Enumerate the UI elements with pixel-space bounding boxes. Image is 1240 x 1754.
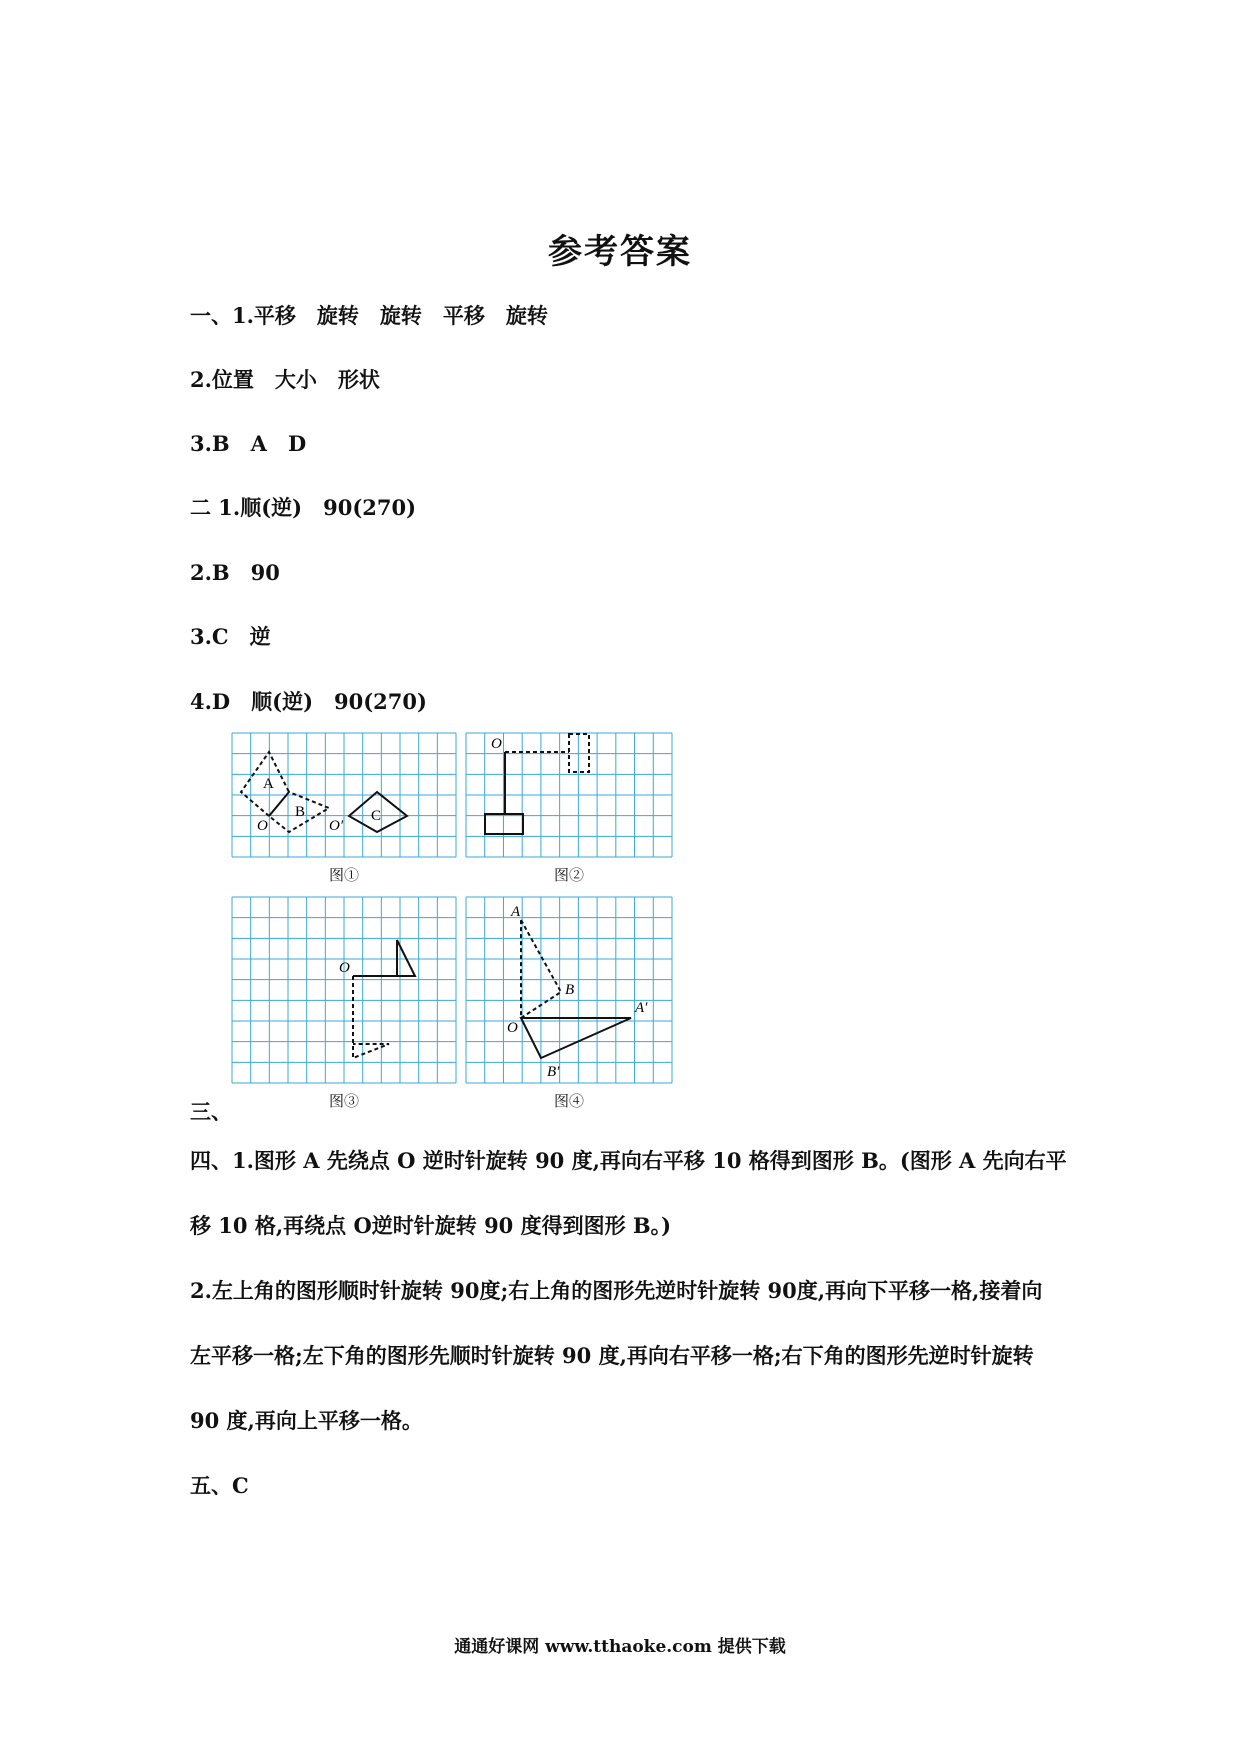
- answer-section-1-q2: 2.位置 大小 形状: [190, 367, 380, 392]
- grid: [232, 897, 456, 1083]
- label-b: B: [565, 982, 575, 998]
- page-title: 参考答案: [548, 232, 692, 272]
- label-o-prime: O′: [329, 818, 344, 834]
- figure-4: [465, 896, 673, 1110]
- figure-3: [231, 896, 457, 1110]
- answer-section-1-q1: 一、1.平移 旋转 旋转 平移 旋转: [190, 303, 548, 328]
- figure-1-caption: 图①: [328, 866, 359, 884]
- answer-section-2-q2: 2.B 90: [190, 560, 280, 585]
- answer-section-4-q2-line1: 2.左上角的图形顺时针旋转 90度;右上角的图形先逆时针旋转 90度,再向下平移一格,接着向: [190, 1278, 1043, 1303]
- answer-section-2-q1: 二 1.顺(逆) 90(270): [190, 495, 417, 520]
- label-a: A: [511, 904, 521, 920]
- answer-section-2-q4: 4.D 顺(逆) 90(270): [190, 689, 427, 714]
- label-a: A: [263, 776, 274, 792]
- answer-section-5: 五、C: [190, 1473, 249, 1498]
- label-o: O: [507, 1020, 518, 1036]
- figure-2-caption: 图②: [553, 866, 584, 884]
- label-o: O: [491, 736, 502, 752]
- answer-section-3: 三、: [190, 1099, 232, 1124]
- answer-section-2-q3: 3.C 逆: [190, 624, 271, 649]
- figure-2: [465, 732, 673, 884]
- label-c: C: [371, 808, 382, 824]
- triangle-rotated: [521, 1018, 631, 1058]
- figure-1: [231, 732, 457, 884]
- answer-section-1-q3: 3.B A D: [190, 431, 307, 456]
- grid: [232, 733, 456, 857]
- label-b-prime: B′: [547, 1064, 560, 1080]
- figure-3-caption: 图③: [328, 1092, 359, 1110]
- label-b: B: [295, 804, 306, 820]
- figure-4-caption: 图④: [553, 1092, 584, 1110]
- label-o: O: [257, 818, 268, 834]
- answer-section-4-q1-line2: 移 10 格,再绕点 O逆时针旋转 90 度得到图形 B。): [190, 1213, 672, 1238]
- label-o: O: [339, 960, 350, 976]
- answer-section-4-q1-line1: 四、1.图形 A 先绕点 O 逆时针旋转 90 度,再向右平移 10 格得到图形 B。(图形 A 先向右平: [190, 1148, 1067, 1173]
- label-a-prime: A′: [635, 1000, 648, 1016]
- rectangle-rotated: [569, 734, 589, 772]
- rectangle-original: [485, 814, 523, 834]
- answer-section-4-q2-line3: 90 度,再向上平移一格。: [190, 1408, 423, 1433]
- footer-source: 通通好课网 www.tthaoke.com 提供下载: [454, 1637, 786, 1657]
- answer-section-4-q2-line2: 左平移一格;左下角的图形先顺时针旋转 90 度,再向右平移一格;右下角的图形先逆时针旋转: [190, 1343, 1034, 1368]
- shape-rotated: [353, 976, 389, 1058]
